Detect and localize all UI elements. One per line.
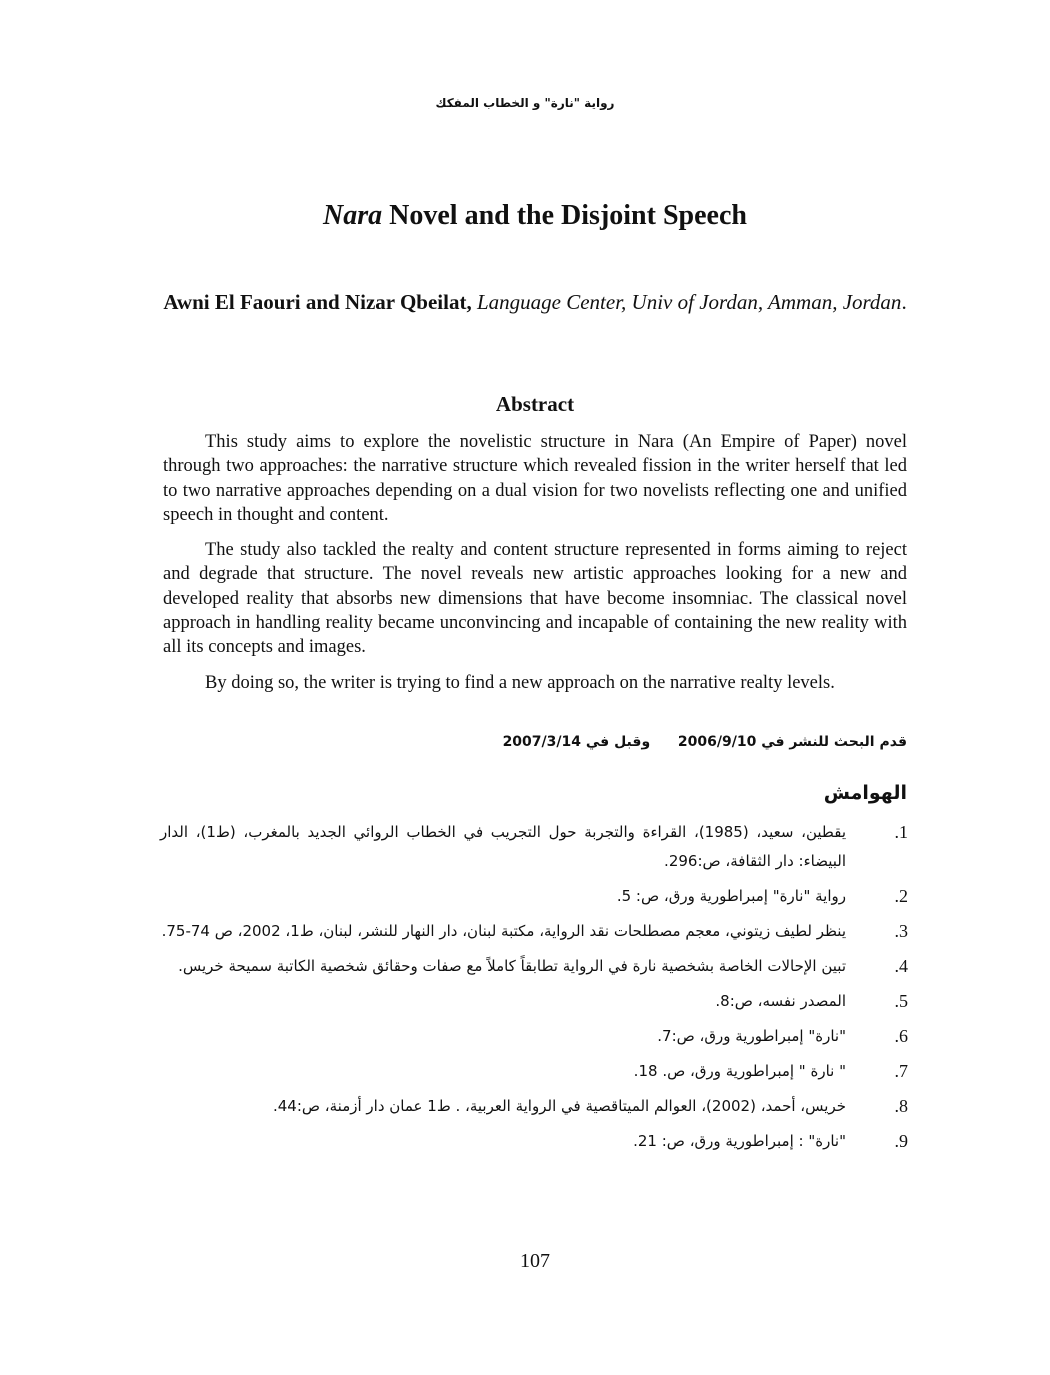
note-number: .3: [894, 921, 908, 941]
paper-title: [0, 200, 1050, 232]
page-number: 107: [520, 1250, 550, 1272]
note-text: خريس، أحمد، (2002)، العوالم الميتاقصية في الرواية العربية، . ط1 عمان دار أزمنة، ص:44.: [272, 1097, 846, 1115]
list-item: [160, 1092, 908, 1121]
note-number: .9: [894, 1131, 908, 1151]
submitted-label: قدم البحث للنشر في: [761, 734, 907, 750]
author-affiliation: Language Center, Univ of Jordan, Amman, Jordan: [471, 290, 902, 314]
note-text: يقطين، سعيد، (1985)، القراءة والتجربة حول التجريب في الخطاب الروائي الجديد بالمغرب، (ط1)، الدار البيضاء: دار الثقافة، ص:296.: [160, 823, 846, 870]
abstract-paragraph: By doing so, the writer is trying to find a new approach on the narrative realty levels.: [205, 672, 835, 693]
abstract-body: [163, 430, 907, 706]
abstract-paragraph: The study also tackled the realty and content structure represented in forms aiming to reject and degrade that structure. The novel reveals new artistic approaches looking for a new and developed reality that absorbs new dimensions that have become insomniac. The classical novel approach in handling reality became unconvincing and incapable of containing the new reality with all its concepts and images.: [163, 540, 907, 658]
list-item: [160, 882, 908, 911]
author-line: [162, 289, 908, 316]
running-header: رواية "نارة" و الخطاب المفكك: [435, 96, 615, 110]
accepted-label: وقبل في: [585, 734, 651, 750]
list-item: [160, 917, 908, 946]
note-number: .5: [894, 991, 908, 1011]
abstract-heading: Abstract: [495, 392, 575, 416]
note-number: .2: [894, 886, 908, 906]
abstract-paragraph: This study aims to explore the novelistic structure in Nara (An Empire of Paper) novel through two approaches: the narrative structure which revealed fission in the writer herself that led to two narrative approaches depending on a dual vision for two novelists reflecting one and unified speech in thought and content.: [163, 432, 907, 525]
accepted-date: 2007/3/14: [502, 734, 581, 750]
title-rest: Novel and the Disjoint Speech: [382, 200, 747, 231]
submission-dates: [163, 734, 907, 750]
notes-heading: الهوامش: [823, 782, 907, 804]
note-text: " نارة " إمبراطورية ورق، ص. 18.: [633, 1062, 846, 1080]
author-names: Awni El Faouri and Nizar Qbeilat,: [163, 290, 472, 314]
list-item: [160, 1057, 908, 1086]
author-trailing: .: [901, 290, 907, 314]
note-text: رواية "نارة" إمبراطورية ورق، ص: 5.: [616, 887, 846, 905]
note-text: "نارة" إمبراطورية ورق، ص:7.: [657, 1027, 846, 1045]
list-item: [160, 1022, 908, 1051]
list-item: [160, 818, 908, 876]
note-text: تبين الإحالات الخاصة بشخصية نارة في الرواية تطابقاً كاملاً مع صفات وحقائق شخصية الكاتبة سميحة خريس.: [178, 957, 846, 975]
note-text: ينظر لطيف زيتوني، معجم مصطلحات نقد الرواية، مكتبة لبنان، دار النهار للنشر، لبنان، ط1، 2002، ص 74-75.: [161, 922, 846, 940]
note-number: .1: [894, 822, 908, 842]
list-item: [160, 987, 908, 1016]
note-text: "نارة" : إمبراطورية ورق، ص: 21.: [633, 1132, 846, 1150]
note-number: .7: [894, 1061, 908, 1081]
note-text: المصدر نفسه، ص:8.: [715, 992, 846, 1010]
note-number: .4: [894, 956, 908, 976]
notes-list: [160, 818, 908, 1162]
note-number: .8: [894, 1096, 908, 1116]
note-number: .6: [894, 1026, 908, 1046]
title-italic: Nara: [323, 200, 383, 231]
submitted-date: 2006/9/10: [677, 734, 757, 750]
list-item: [160, 1127, 908, 1156]
list-item: [160, 952, 908, 981]
